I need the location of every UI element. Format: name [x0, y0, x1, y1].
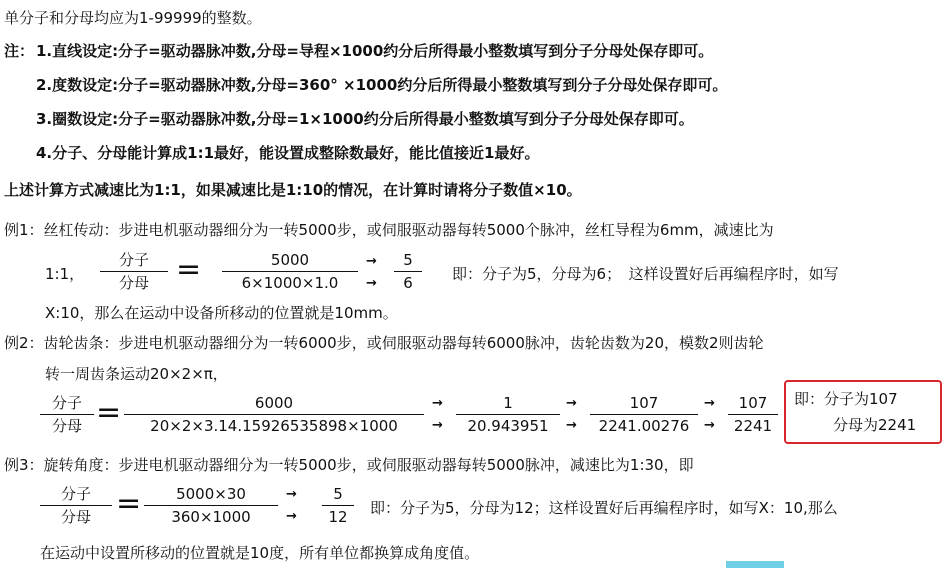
fraction-bar [222, 271, 358, 272]
example2-line2: 转一周齿条运动20×2×π， [45, 365, 228, 383]
arrow-icon: → [286, 509, 297, 524]
fraction-denominator: 20×2×3.14.15926535898×1000 [150, 417, 398, 435]
fraction-denominator: 6×1000×1.0 [241, 274, 339, 292]
intro-text: 单分子和分母均应为1-99999的整数。 [4, 9, 262, 27]
fraction-denominator: 2241.00276 [598, 417, 690, 435]
result-denominator-text: 分母为2241 [833, 416, 917, 434]
fraction-numerator: 分子 [51, 394, 82, 412]
example2-fraction-1 [124, 393, 424, 436]
fraction-denominator: 分母 [60, 508, 91, 526]
example3-fraction-2 [322, 484, 354, 527]
example2-equals: = [96, 395, 122, 430]
notes-label: 注： [4, 42, 35, 60]
example3-fraction-label [40, 484, 112, 527]
example1-fraction-1 [222, 250, 358, 293]
highlight-result-box [784, 380, 942, 444]
arrow-icon: → [566, 418, 577, 433]
example2-line1: 例2：齿轮齿条：步进电机驱动器细分为一转6000步，或伺服驱动器每转6000脉冲，齿轮齿数为20，模数2则齿轮 [4, 334, 764, 352]
fraction-numerator: 5 [333, 485, 343, 503]
fraction-bar [124, 414, 424, 415]
fraction-numerator: 1 [503, 394, 513, 412]
example2-fraction-4 [728, 393, 778, 436]
example1-ratio: 1:1， [45, 265, 85, 283]
fraction-bar [590, 414, 698, 415]
fraction-bar [40, 414, 94, 415]
fraction-denominator: 分母 [51, 417, 82, 435]
fraction-bar [728, 414, 778, 415]
example1-line1: 例1：丝杠传动：步进电机驱动器细分为一转5000步，或伺服驱动器每转5000个脉冲，丝杠导程为6mm，减速比为 [4, 221, 774, 239]
fraction-bar [100, 271, 168, 272]
fraction-numerator: 107 [629, 394, 659, 412]
fraction-denominator: 2241 [733, 417, 773, 435]
arrow-icon: → [704, 396, 715, 411]
fraction-denominator: 分母 [118, 274, 149, 292]
arrow-icon: → [704, 418, 715, 433]
fraction-numerator: 6000 [254, 394, 294, 412]
fraction-numerator: 5000×30 [176, 485, 246, 503]
fraction-bar [40, 505, 112, 506]
example1-line3: X:10，那么在运动中设备所移动的位置就是10mm。 [45, 304, 398, 322]
example3-line3: 在运动中设置所移动的位置就是10度，所有单位都换算成角度值。 [40, 544, 480, 562]
example3-fraction-1 [144, 484, 278, 527]
note-item-2: 2.度数设定:分子=驱动器脉冲数,分母=360° ×1000约分后所得最小整数填写到分子分母处保存即可。 [36, 76, 728, 94]
arrow-icon: → [432, 396, 443, 411]
arrow-icon: → [366, 276, 377, 291]
fraction-numerator: 5000 [270, 251, 310, 269]
example3-line1: 例3：旋转角度：步进电机驱动器细分为一转5000步，或伺服驱动器每转5000脉冲，减速比为1:30，即 [4, 456, 694, 474]
example1-fraction-label [100, 250, 168, 293]
fraction-numerator: 107 [738, 394, 768, 412]
example1-fraction-2 [394, 250, 422, 293]
note-item-4: 4.分子、分母能计算成1:1最好，能设置成整除数最好，能比值接近1最好。 [36, 144, 540, 162]
fraction-numerator: 5 [403, 251, 413, 269]
floating-button[interactable] [726, 561, 784, 568]
arrow-icon: → [566, 396, 577, 411]
example3-equals: = [116, 486, 142, 521]
fraction-bar [394, 271, 422, 272]
arrow-icon: → [432, 418, 443, 433]
arrow-icon: → [286, 487, 297, 502]
fraction-bar [144, 505, 278, 506]
fraction-denominator: 6 [403, 274, 413, 292]
fraction-numerator: 分子 [118, 251, 149, 269]
fraction-denominator: 12 [328, 508, 348, 526]
example3-result: 即：分子为5，分母为12；这样设置好后再编程序时，如写X：10,那么 [370, 499, 838, 517]
example2-fraction-3 [590, 393, 698, 436]
example1-equals: = [176, 252, 202, 287]
fraction-numerator: 分子 [60, 485, 91, 503]
fraction-bar [456, 414, 560, 415]
example2-fraction-2 [456, 393, 560, 436]
note-item-1: 1.直线设定:分子=驱动器脉冲数,分母=导程×1000约分后所得最小整数填写到分子分母处保存即可。 [36, 42, 714, 60]
arrow-icon: → [366, 254, 377, 269]
example1-result: 即：分子为5，分母为6； 这样设置好后再编程序时，如写 [452, 265, 839, 283]
fraction-bar [322, 505, 354, 506]
fraction-denominator: 360×1000 [171, 508, 251, 526]
example2-fraction-label [40, 393, 94, 436]
note-item-3: 3.圈数设定:分子=驱动器脉冲数,分母=1×1000约分后所得最小整数填写到分子分母处保存即可。 [36, 110, 694, 128]
reduction-note: 上述计算方式减速比为1:1，如果减速比是1:10的情况，在计算时请将分子数值×10。 [4, 181, 582, 199]
result-numerator-text: 即：分子为107 [794, 390, 898, 408]
fraction-denominator: 20.943951 [467, 417, 549, 435]
